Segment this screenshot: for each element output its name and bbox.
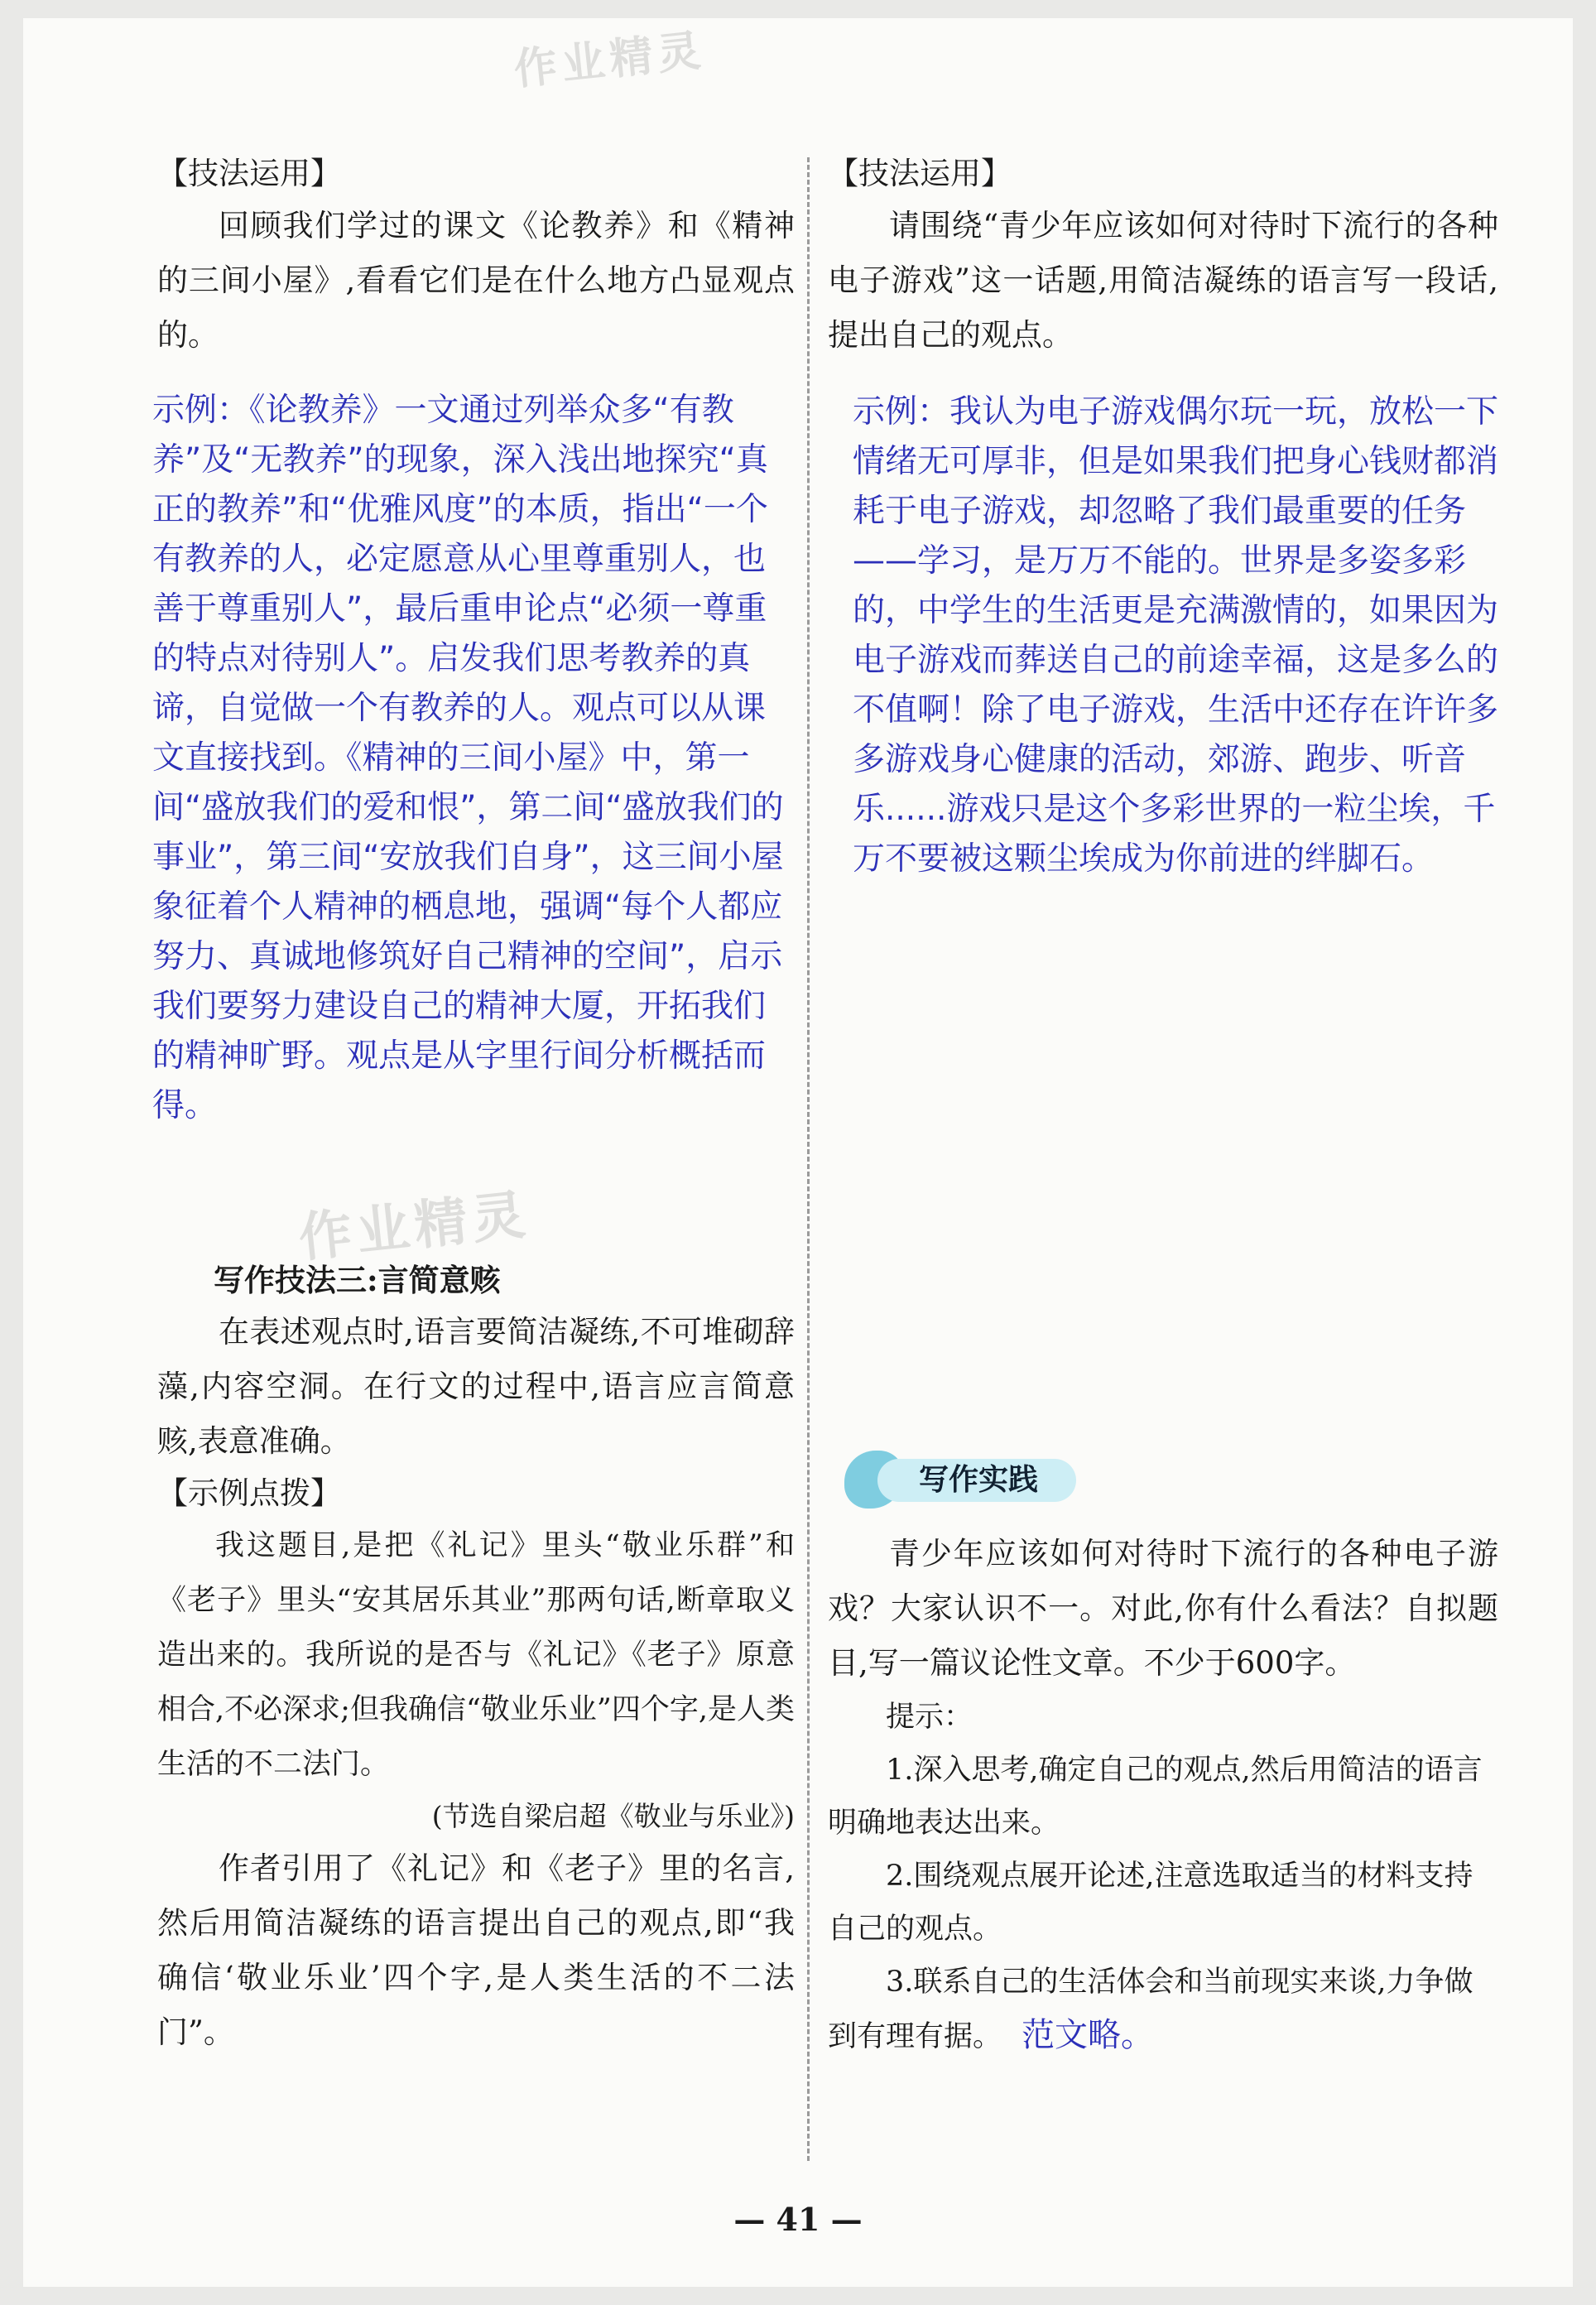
page-number: — 41 — xyxy=(733,2201,863,2238)
left-column xyxy=(152,149,795,2060)
right-column xyxy=(828,149,1498,2063)
hint-item: 1.深入思考,确定自己的观点,然后用简洁的语言明确地表达出来。 xyxy=(828,1754,1483,1840)
example-heading: 【示例点拨】 xyxy=(157,1475,341,1511)
hint-item: 3.联系自己的生活体会和当前现实来谈,力争做到有理有据。 范文略。 xyxy=(828,1966,1473,2054)
hint-label: 提示： xyxy=(886,1701,973,1734)
example-analysis: 作者引用了《礼记》和《老子》里的名言,然后用简洁凝练的语言提出自己的观点,即“我确信‘敬业乐业’四个字,是人类生活的不二法门”。 xyxy=(157,1850,795,2050)
watermark-image: 作业精灵 xyxy=(512,26,709,95)
technique-heading: 【技法运用】 xyxy=(157,156,341,191)
practice-badge-label: 写作实践 xyxy=(919,1463,1039,1497)
handwritten-answer: 示例：我认为电子游戏偶尔玩一玩，放松一下情绪无可厚非，但是如果我们把身心钱财都消耗于电子游戏，却忽略了我们最重要的任务——学习，是万万不能的。世界是多姿多彩的，中学生的生活更是充满激情的，如果因为电子游戏而葬送自己的前途幸福，这是多么的不值啊！除了电子游戏，生活中还存在许许多多游戏身心健康的活动，郊游、跑步、听音乐......游戏只是这个多彩世界的一粒尘埃，千万不要被这颗尘埃成为你前进的绊脚石。 xyxy=(853,393,1499,878)
column-divider xyxy=(807,157,810,2161)
technique-body: 在表述观点时,语言要简洁凝练,不可堆砌辞藻,内容空洞。在行文的过程中,语言应言简意赅,表意准确。 xyxy=(157,1314,795,1459)
practice-prompt: 青少年应该如何对待时下流行的各种电子游戏？大家认识不一。对此,你有什么看法？自拟题目,写一篇议论性文章。不少于600字。 xyxy=(828,1536,1498,1681)
practice-badge xyxy=(844,1447,1498,1510)
technique-prompt: 回顾我们学过的课文《论教养》和《精神的三间小屋》,看看它们是在什么地方凸显观点的。 xyxy=(157,208,795,353)
technique-heading: 【技法运用】 xyxy=(828,156,1012,191)
watermark-image: 作业精灵 xyxy=(296,1184,533,1270)
technique-prompt: 请围绕“青少年应该如何对待时下流行的各种电子游戏”这一话题,用简洁凝练的语言写一段话,提出自己的观点。 xyxy=(828,208,1498,353)
technique-title: 写作技法三:言简意赅 xyxy=(214,1262,501,1298)
example-quote: 我这题目,是把《礼记》里头“敬业乐群”和《老子》里头“安其居乐其业”那两句话,断章取义造出来的。我所说的是否与《礼记》《老子》原意相合,不必深求;但我确信“敬业乐业”四个字,是人类生活的不二法门。 xyxy=(157,1529,795,1781)
example-source: (节选自梁启超《敬业与乐业》) xyxy=(431,1800,795,1832)
hint-item: 2.围绕观点展开论述,注意选取适当的材料支持自己的观点。 xyxy=(828,1860,1473,1946)
handwritten-answer: 示例：《论教养》一文通过列举众多“有教养”及“无教养”的现象，深入浅出地探究“真正的教养”和“优雅风度”的本质，指出“一个有教养的人，必定愿意从心里尊重别人，也善于尊重别人”，最后重申论点“必须一尊重的特点对待别人”。启发我们思考教养的真谛，自觉做一个有教养的人。观点可以从课文直接找到。《精神的三间小屋》中，第一间“盛放我们的爱和恨”，第二间“盛放我们的事业”，第三间“安放我们自身”，这三间小屋象征着个人精神的栖息地，强调“每个人都应努力、真诚地修筑好自己精神的空间”，启示我们要努力建设自己的精神大厦，开拓我们的精神旷野。观点是从字里行间分析概括而得。 xyxy=(152,392,784,1124)
handwritten-note: 范文略。 xyxy=(1022,2016,1155,2054)
